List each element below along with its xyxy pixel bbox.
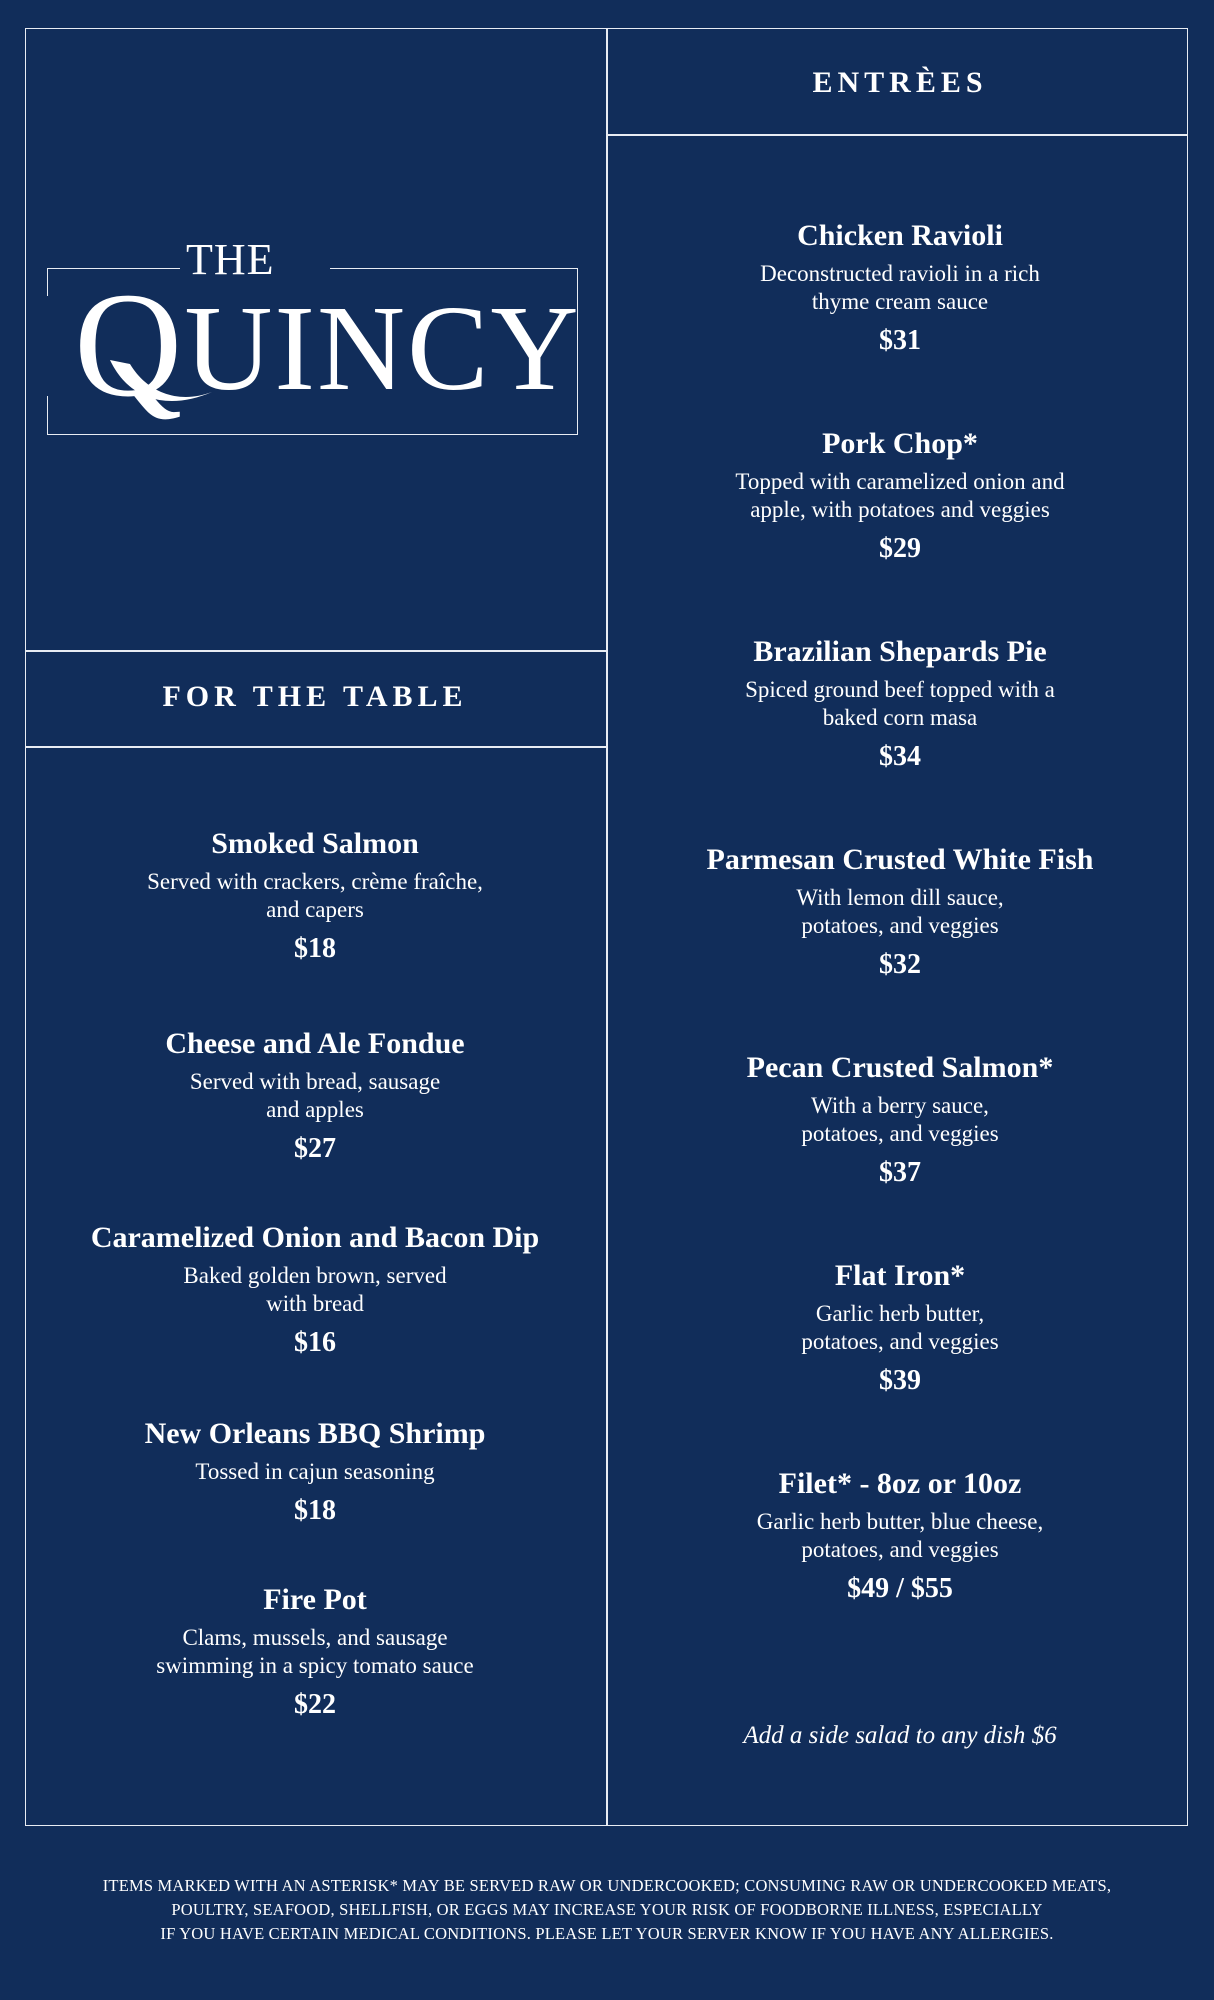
item-description: Deconstructed ravioli in a rich thyme cream sauce	[760, 261, 1040, 314]
menu-item	[612, 842, 1188, 982]
item-description: Served with bread, sausage and apples	[189, 1069, 441, 1122]
item-name: Fire Pot	[263, 1583, 367, 1616]
item-price: $32	[879, 949, 921, 980]
item-price: $18	[294, 1495, 336, 1526]
item-name: New Orleans BBQ Shrimp	[144, 1417, 486, 1450]
menu-item	[612, 1050, 1188, 1190]
item-description: Spiced ground beef topped with a baked corn masa	[745, 677, 1055, 730]
item-price: $34	[879, 741, 921, 772]
section-title-for-the-table: FOR THE TABLE	[162, 680, 468, 713]
item-price: $27	[294, 1133, 336, 1164]
logo-frame-gap-left	[42, 296, 56, 396]
logo-swoosh-icon	[100, 332, 220, 412]
allergy-disclaimer: ITEMS MARKED WITH AN ASTERISK* MAY BE SERVED RAW OR UNDERCOOKED; CONSUMING RAW OR UNDERCOOKED MEATS, POULTRY, SEAFOOD, SHELLFISH, OR EGGS MAY INCREASE YOUR RISK OF FOODBORNE ILLNESS, ESPECIALLY IF YOU HAVE CERTAIN MEDICAL CONDITIONS. PLEASE LET YOUR SERVER KNOW IF YOU HAVE ANY ALLERGIES.	[102, 1876, 1112, 1943]
logo-q: Q	[74, 262, 185, 428]
menu-item	[30, 826, 600, 966]
item-description: Served with crackers, crème fraîche, and capers	[147, 869, 483, 922]
menu-item	[30, 1220, 600, 1360]
item-price: $22	[294, 1689, 336, 1720]
side-salad-note: Add a side salad to any dish $6	[743, 1722, 1057, 1749]
item-description: Baked golden brown, served with bread	[183, 1263, 447, 1316]
item-description: Tossed in cajun seasoning	[195, 1459, 435, 1484]
item-price: $39	[879, 1365, 921, 1396]
item-price: $49 / $55	[847, 1573, 953, 1604]
item-description: With lemon dill sauce, potatoes, and veggies	[796, 885, 1004, 938]
column-divider	[606, 28, 608, 1826]
right-header-bottom-rule	[606, 134, 1188, 136]
item-price: $37	[879, 1157, 921, 1188]
menu-item	[612, 426, 1188, 566]
item-name: Filet* - 8oz or 10oz	[778, 1467, 1022, 1500]
item-price: $18	[294, 933, 336, 964]
menu-item	[612, 218, 1188, 358]
item-description: With a berry sauce, potatoes, and veggies	[801, 1093, 999, 1146]
left-header-top-rule	[25, 650, 607, 652]
item-name: Pork Chop*	[822, 427, 978, 460]
logo-the: THE	[186, 235, 275, 284]
menu-item	[30, 1416, 600, 1528]
item-price: $29	[879, 533, 921, 564]
item-name: Pecan Crusted Salmon*	[746, 1051, 1054, 1084]
left-header-bottom-rule	[25, 746, 607, 748]
item-name: Smoked Salmon	[211, 827, 419, 860]
logo-uincy: UINCY	[184, 281, 581, 416]
menu-item	[612, 1258, 1188, 1398]
item-description: Garlic herb butter, blue cheese, potatoes, and veggies	[756, 1509, 1044, 1562]
item-description: Clams, mussels, and sausage swimming in a spicy tomato sauce	[156, 1625, 474, 1678]
menu-item	[612, 1466, 1188, 1606]
section-title-entrees: ENTRÈES	[812, 66, 988, 99]
menu-item	[30, 1582, 600, 1722]
menu-item	[30, 1026, 600, 1166]
item-name: Brazilian Shepards Pie	[753, 635, 1047, 668]
item-price: $16	[294, 1327, 336, 1358]
item-name: Parmesan Crusted White Fish	[706, 843, 1094, 876]
menu-item	[612, 634, 1188, 774]
item-price: $31	[879, 325, 921, 356]
item-description: Garlic herb butter, potatoes, and veggies	[801, 1301, 999, 1354]
item-name: Chicken Ravioli	[797, 219, 1003, 252]
item-name: Flat Iron*	[834, 1259, 966, 1292]
item-name: Caramelized Onion and Bacon Dip	[90, 1221, 540, 1254]
item-name: Cheese and Ale Fondue	[165, 1027, 465, 1060]
item-description: Topped with caramelized onion and apple, with potatoes and veggies	[735, 469, 1065, 522]
